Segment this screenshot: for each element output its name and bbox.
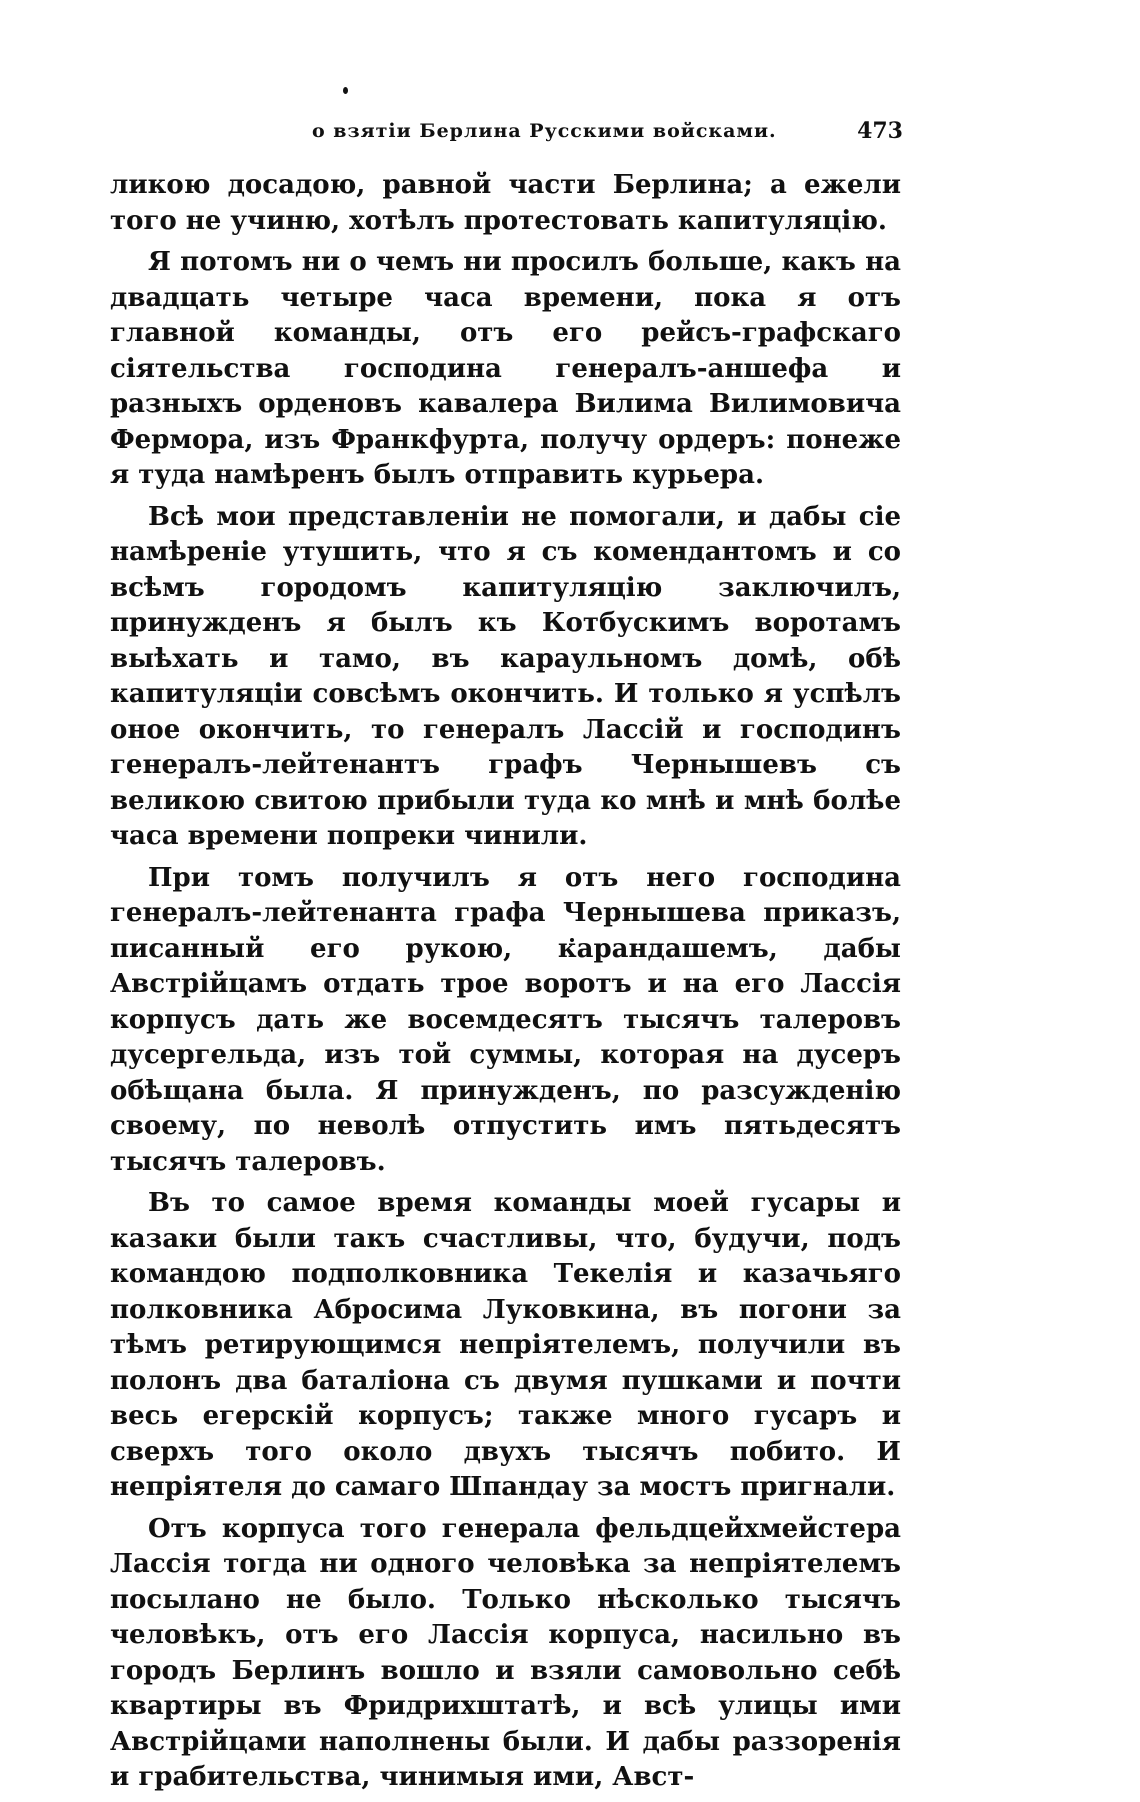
paragraph: Я потомъ ни о чемъ ни просилъ больше, какъ на двадцать четыре часа времени, пока я отъ главной команды, отъ его рейсъ-графскаго сіятельства господина генералъ-аншефа и разныхъ орденовъ кавалера Вилима Вилимовича Фермора, изъ Франкфурта, получу ордеръ: понеже я туда намѣренъ былъ отправить курьера. <box>110 247 901 490</box>
paragraph: Въ то самое время команды моей гусары и казаки были такъ счастливы, что, будучи, подъ командою подполковника Текелія и казачьяго полковника Абросима Луковкина, въ погони за тѣмъ ретирующимся непріятелемъ, получили въ полонъ два баталіона съ двумя пушками и почти весь егерскій корпусъ; также много гусаръ и сверхъ того около двухъ тысячъ побито. И непріятеля до самаго Шпандау за мостъ пригнали. <box>110 1188 901 1502</box>
running-header-title: о взятіи Берлина Русскими войсками. <box>312 120 777 142</box>
paragraph: Всѣ мои представленіи не помогали, и дабы сіе намѣреніе утушить, что я съ комендантомъ и со всѣмъ городомъ капитуляцію заключилъ, принужденъ я былъ къ Котбускимъ воротамъ выѣхать и тамо, въ караульномъ домѣ, обѣ капитуляціи совсѣмъ окончить. И только я успѣлъ оное окончить, то генералъ Лассій и господинъ генералъ-лейтенантъ графъ Чернышевъ съ великою свитою прибыли туда ко мнѣ и мнѣ болѣе часа времени попреки чинили. <box>110 501 901 851</box>
page-number: 473 <box>857 118 903 144</box>
ink-speck-top <box>343 87 348 94</box>
paragraph: Отъ корпуса того генерала фельдцейхмейстера Лассія тогда ни одного человѣка за непріятелемъ посылано не было. Только нѣсколько тысячъ человѣкъ, отъ его Лассія корпуса, насильно въ городъ Берлинъ вошло и взяли самовольно себѣ квартиры въ Фридрихштатѣ, и всѣ улицы ими Австрійцами наполнены были. И дабы раззоренія и грабительства, чинимыя ими, Авст- <box>110 1513 901 1792</box>
paragraph: При томъ получилъ я отъ него господина генералъ-лейтенанта графа Чернышева приказъ, писанный его рукою, карандашемъ, дабы Австрійцамъ отдать трое воротъ и на его Лассія корпусъ дать же восемдесятъ тысячъ талеровъ дусергельда, изъ той суммы, которая на дусеръ обѣщана была. Я принужденъ, по разсужденію своему, по неволѣ отпустить имъ пятьдесятъ тысячъ талеровъ. <box>110 862 901 1177</box>
paragraph-continuation: ликою досадою, равной части Берлина; а ежели того не учиню, хотѣлъ протестовать капитуляцію. <box>110 170 901 236</box>
main-text <box>110 168 901 1802</box>
